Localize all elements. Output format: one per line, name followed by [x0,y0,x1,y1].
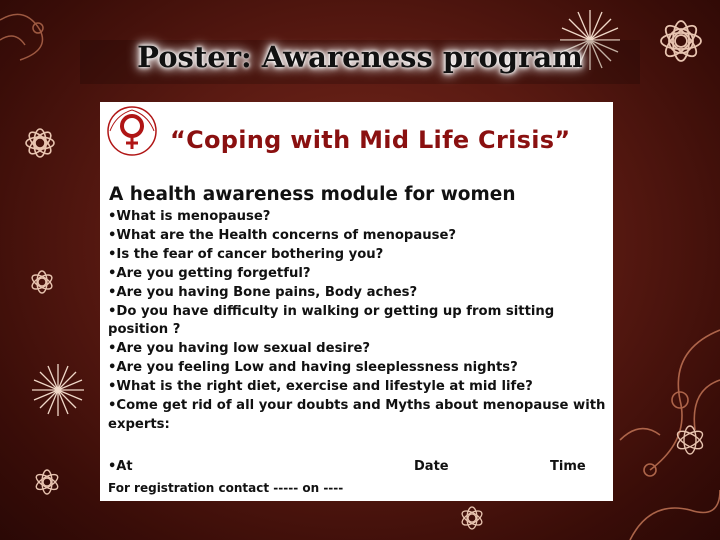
list-item: •Are you feeling Low and having sleeplessness nights? [108,360,518,376]
question-list [108,208,613,435]
women-health-society-logo [106,105,158,157]
floral-ornament-icon [25,460,69,504]
corner-ornament-bottom-right [610,320,720,540]
list-item: •Is the fear of cancer bothering you? [108,246,384,262]
list-item: •Do you have difficulty in walking or getting up from sitting position ? [108,303,555,338]
list-item: •Are you having low sexual desire? [108,341,371,357]
starburst-ornament-icon [28,360,88,420]
floral-ornament-icon [452,498,492,538]
slide-title: Poster: Awareness program [137,40,583,74]
list-item: •What is menopause? [108,209,271,224]
list-item: •Are you getting forgetful? [108,265,311,281]
event-details-row [108,459,608,477]
floral-ornament-icon [15,118,65,168]
awareness-poster [100,102,613,501]
time-label: Time [550,459,586,474]
list-item: •What is the right diet, exercise and lifestyle at mid life? [108,379,533,395]
date-label: Date [414,459,449,474]
list-item: •What are the Health concerns of menopause? [108,227,457,243]
venue-label: •At [108,459,133,474]
registration-contact: For registration contact ----- on ---- [108,481,344,495]
list-item: •Come get rid of all your doubts and Myths about menopause with experts: [108,398,606,432]
floral-ornament-icon [22,262,62,302]
poster-title: “Coping with Mid Life Crisis” [170,126,571,154]
list-item: •Are you having Bone pains, Body aches? [108,284,418,300]
poster-subtitle: A health awareness module for women [109,184,516,205]
